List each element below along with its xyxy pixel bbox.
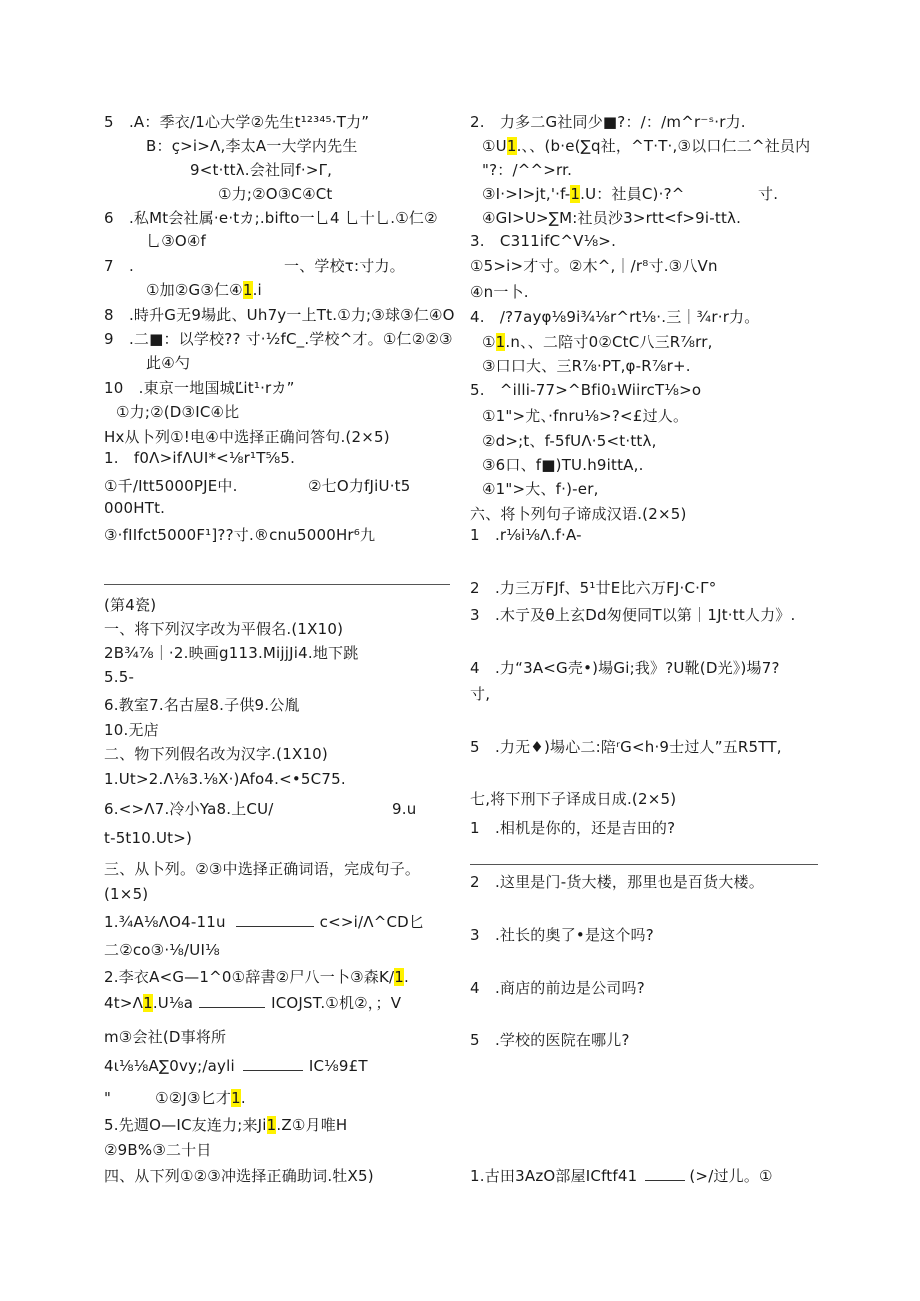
answer-highlight: 1 (143, 994, 153, 1012)
fill-item-2-cont: 4t>Λ1.U⅛a ICOJST.①机②，；V (104, 994, 402, 1012)
q7-options: ①加②G③仁④1.i (146, 281, 262, 299)
divider-left (104, 584, 450, 585)
fill-item-1-options: 二②co③·⅛/UI⅛ (104, 941, 220, 959)
fill-item-1: 1.¾A⅛ΛO4-11u c<>i/Λ^CD匕 (104, 913, 425, 931)
r-q5-option-2: ②d>;t、f-5fUΛ·5<t·ttλ, (482, 432, 657, 450)
answer-highlight: 1 (394, 968, 405, 986)
translate-item-2: 2 .力三万FJf、5¹廿E比六万FJ·C·Γ° (470, 579, 717, 597)
fill-item-2-options: m③会社(D事将所 (104, 1028, 227, 1046)
r-q4-options-b: ③口口大、三R⅞·PT,φ-R⅞r+. (482, 357, 691, 375)
r-q2-options-b: "?：/^^>rr. (482, 161, 573, 179)
fill-item-5-options: ②9B%③二十日 (104, 1141, 212, 1159)
fill-item-2: 2.李衣A<G—1^0①辞書②尸八一卜③森K/1. (104, 968, 409, 986)
kana-items: 1.Ut>2.Λ⅛3.⅛X·)Afo4.<•5C75. (104, 770, 346, 788)
q10-line: 10 .東京一地国城Ľit¹·rカ” (104, 379, 295, 397)
kanji-items: 2B¾⅞｜·2.映画g113.MijjJi4.地下跳 (104, 644, 359, 662)
q5-options: ①力;②O③C④Ct (218, 185, 333, 203)
q7-text: 一、学校τ:寸力。 (284, 257, 405, 275)
item-1-option-a: ①千/Itt5000PJE中. (104, 477, 238, 495)
translate-jp-item-2: 2 .这里是门-货大楼，那里也是百货大楼。 (470, 873, 764, 891)
translate-jp-item-5: 5 .学校的医院在哪儿? (470, 1031, 630, 1049)
answer-highlight: 1 (242, 281, 253, 299)
particle-item-1: 1.古田3AzO部屋ICftf41 (>/过儿。① (470, 1167, 773, 1185)
answer-blank (199, 993, 265, 1008)
answer-highlight: 1 (495, 333, 506, 351)
r-q3-options-b: ④n一卜. (470, 283, 529, 301)
answer-highlight: 1 (570, 185, 581, 203)
translate-item-1: 1 .r⅛i⅛Λ.f·A- (470, 526, 582, 544)
r-q4-options-a: ①1.n、、二陪寸0②CtC八三R⅞rr, (482, 333, 713, 351)
section-heading: 二、物下列假名改为汉字.(1X10) (104, 745, 328, 763)
section-heading: 三、从卜列。②③中选择正确词语，完成句子。 (104, 860, 421, 878)
r-q2-options-c-end: 寸. (758, 185, 779, 203)
r-q2-line: 2. 力多二G社同少■?：/：/m^r⁻ˢ·r力. (470, 113, 746, 131)
kana-items-2b: 9.u (392, 800, 417, 818)
kanji-items-2: 6.教室7.名古屋8.子供9.公胤 (104, 696, 300, 714)
r-q5-option-1: ①1">尤、·fnru⅛>?<£过人。 (482, 407, 689, 425)
answer-highlight: 1 (231, 1089, 241, 1107)
translate-item-5: 5 .力无♦)場心二:陪ʳG<h·9士过人”五R5TT, (470, 738, 782, 756)
answer-highlight: 1 (506, 137, 517, 155)
q6-line-b: 乚③O④f (146, 232, 206, 250)
section-heading: 四、从下列①②③冲选择正确助词.牡X5) (104, 1167, 374, 1185)
item-1-option-b: ②七O力fJiU·t5 (308, 477, 411, 495)
section-heading: 七,将下刑下子译成日成.(2×5) (470, 790, 677, 808)
r-q2-options-c: ③I·>I>jt,'·f-1.U：社員C)·?^ (482, 185, 685, 203)
q8-line: 8 .時升G无9場此、Uh7y一上Tt.①力;③球③仁④O (104, 306, 455, 324)
q9-line-b: 此④勺 (146, 354, 191, 372)
q6-line-a: 6 .私Mt会社属·e·tカ;.bifto一乚4 乚十乚.①仁② (104, 209, 438, 227)
section-heading: Hx从卜列①!电④中选择正确问答句.(2×5) (104, 428, 390, 446)
kana-items-3: t-5t10.Ut>) (104, 829, 193, 847)
translate-item-4: 4 .力“3A<G壳•)場Gi;我》?U靴(D光》)場7? (470, 659, 780, 677)
item-1-option-b-cont: 000HTt. (104, 499, 166, 517)
q5-line-a: 5 .A：季衣/1心大学②先生t¹²³⁴⁵·T力” (104, 113, 370, 131)
q5-line-c: 9<t·ttλ.会社同f·>Γ, (190, 161, 333, 179)
q9-line-a: 9 .二■：以学校?? 寸·½fC_.学校^才。①仁②②③ (104, 330, 453, 348)
translate-item-4-cont: 寸, (470, 685, 491, 703)
q5-line-b: B：ç>i>Λ,李太A一大学内先生 (146, 137, 358, 155)
translate-jp-item-4: 4 .商店的前边是公司吗? (470, 979, 645, 997)
r-q2-options-a: ①U1.、、(b·e(∑q社，^T·T·,③以口仁二^社员内 (482, 137, 811, 155)
fill-item-4-options: " ①②J③匕才1. (104, 1089, 246, 1107)
q7-number: 7 . (104, 257, 134, 275)
r-q5-line: 5. ^illi-77>^Bfi0₁WiircT⅛>o (470, 381, 702, 399)
translate-jp-item-3: 3 .社长的奥了•是这个吗? (470, 926, 654, 944)
translate-jp-item-1: 1 .相机是你的，还是吉田的? (470, 819, 676, 837)
fill-item-4: 4ι⅛⅛A∑0vy;/ayli IC⅛9£T (104, 1057, 368, 1075)
page-label: (第4瓷) (104, 596, 157, 614)
r-q2-options-d: ④GI>U>∑M:社员沙3>rtt<f>9i-ttλ. (482, 209, 742, 227)
r-q3-options-a: ①5>i>才寸。②木^,｜/r⁸寸.③八Vn (470, 257, 718, 275)
translate-item-3: 3 .木亍及θ上玄Dd匆便同T以第｜1Jt·tt人力》. (470, 606, 796, 624)
r-q4-line: 4. /?7ayφ⅛9i¾⅛r^rt⅛·.三｜¾r·r力。 (470, 308, 760, 326)
section-heading: 一、将下列汉字改为平假名.(1X10) (104, 620, 344, 638)
answer-blank (243, 1056, 303, 1071)
kana-items-2: 6.<>Λ7.冷小Ya8.上CU/ (104, 800, 274, 818)
r-q3-line: 3. C311ifC^V⅛>. (470, 232, 617, 250)
answer-blank (645, 1166, 685, 1181)
item-1-option-c: ③·fIIfct5000F¹]??寸.®cnu5000Hr⁶九 (104, 526, 376, 544)
item-1: 1. f0Λ>ifΛUI*<⅛r¹T⅝5. (104, 449, 296, 467)
kanji-items-cont: 5.5- (104, 668, 135, 686)
divider-right (470, 864, 818, 865)
section-score: (1×5) (104, 885, 149, 903)
answer-blank (236, 912, 314, 927)
r-q5-option-4: ④1">大、f·)-er, (482, 480, 599, 498)
fill-item-5: 5.先週O—IC友连力;来Ji1.Z①月唯H (104, 1116, 348, 1134)
kanji-items-3: 10.无店 (104, 721, 159, 739)
answer-highlight: 1 (266, 1116, 277, 1134)
q10-options: ①力;②(D③IC④比 (116, 403, 240, 421)
section-heading: 六、将卜列句子谛成汉语.(2×5) (470, 505, 687, 523)
r-q5-option-3: ③6口、f■)TU.h9ittA,. (482, 456, 644, 474)
